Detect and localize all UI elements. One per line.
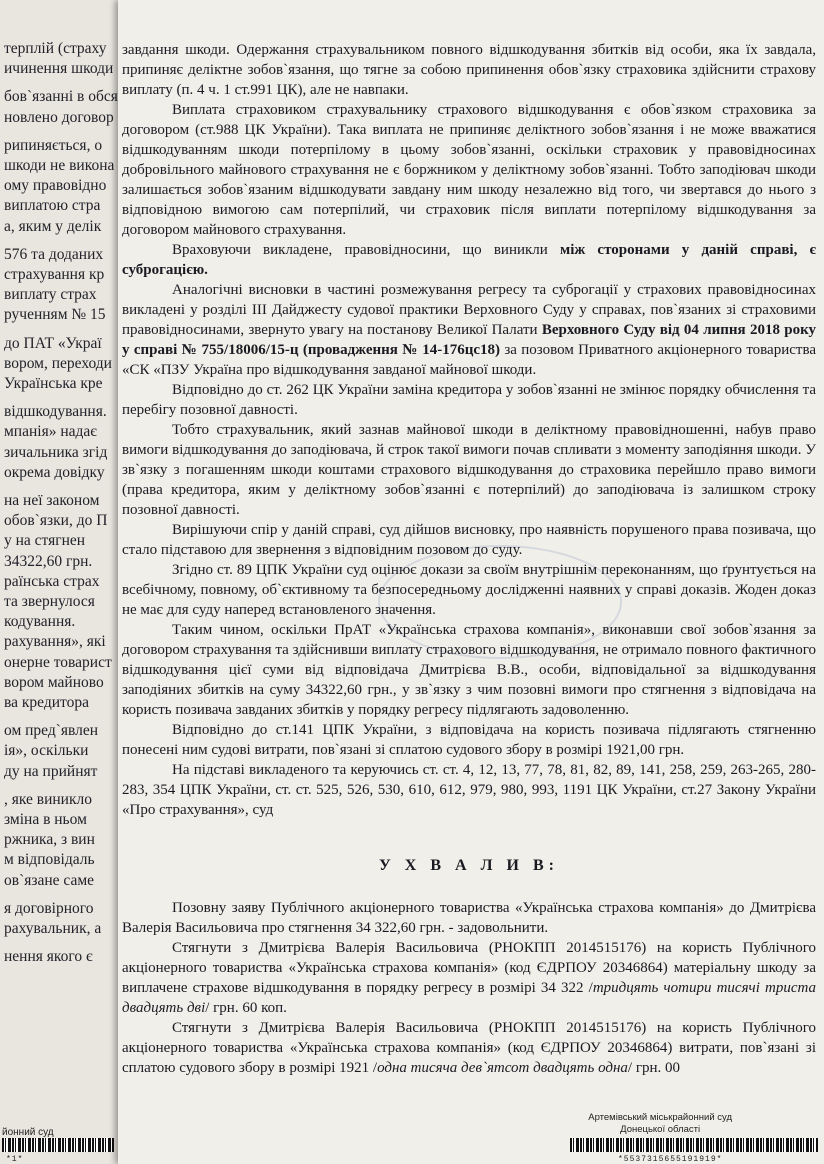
underlying-page-line: виплатою стра [4, 197, 101, 215]
resolution-heading: У Х В А Л И В: [379, 857, 559, 874]
underlying-page-line: 34322,60 грн. [4, 552, 93, 570]
underlying-page-line: вором, переходи [4, 354, 112, 372]
amount-in-words: тридцять чотири тисячі триста двадцять дві [122, 980, 816, 1016]
paragraph [122, 240, 816, 280]
paragraph-text: Стягнути з Дмитрієва Валерія Васильовича (РНОКПП 2014515176) на користь Публічного акціонерного товариства «Українська страхова компанія» (код ЄДРПОУ 20346864) матеріальну шкоду за виплачене страхове відшкодування в порядку регресу в розмірі 34 322 / [122, 940, 816, 996]
underlying-barcode [2, 1138, 114, 1152]
underlying-page-line: Українська кре [4, 375, 103, 392]
court-region: Донецької області [620, 1124, 701, 1135]
underlying-page-line: вором майново [4, 673, 104, 691]
underlying-page-line: ом пред`явлен [4, 722, 99, 740]
underlying-page-line: 576 та доданих [4, 245, 104, 263]
underlying-barcode-caption: *1* [6, 1155, 24, 1164]
underlying-page-line: терплій (страху [4, 40, 107, 57]
barcode [570, 1138, 818, 1152]
resolution-item [122, 1018, 816, 1078]
underlying-page-line: рахувальник, а [4, 920, 102, 937]
paragraph-text: Стягнути з Дмитрієва Валерія Васильовича (РНОКПП 2014515176) на користь Публічного акціонерного товариства «Українська страхова компанія» (код ЄДРПОУ 20346864) витрати, пов`язані зі сплатою судового збору в розмірі 1921 / [122, 1020, 816, 1076]
underlying-page-line: виплату страх [4, 286, 97, 304]
underlying-page-footer: йонний суд [2, 1127, 54, 1138]
underlying-page-line: та звернулося [4, 593, 95, 610]
underlying-page-line: відшкодування. [4, 403, 107, 421]
underlying-page-line: ому правовідно [4, 177, 107, 195]
underlying-page-line: зичальника згід [4, 443, 108, 461]
barcode-caption: *5537315655191919* [618, 1155, 723, 1164]
paragraph-text: / грн. 60 коп. [205, 1000, 287, 1016]
underlying-page-line: ія», оскільки [4, 742, 89, 760]
underlying-page-line: нення якого є [4, 948, 93, 966]
paragraph-text: за позовом Приватного акціонерного товариства «СК «ПЗУ Україна про відшкодування завданої майнової шкоди. [122, 342, 816, 378]
underlying-page-line: новлено договор [4, 108, 114, 126]
amount-in-words: одна тисяча дев`ятсот двадцять одна [377, 1060, 628, 1076]
underlying-page-line: , яке виникло [4, 790, 92, 808]
underlying-page-line: мпанія» надає [4, 423, 97, 441]
underlying-page [0, 0, 130, 1164]
paragraph: Виплата страховиком страхувальнику страхового відшкодування є обов`язком страховика за договором (ст.988 ЦК України). Така виплата не припиняє деліктного зобов`язання і не може вважатися відшкодуванням шкоди потерпілому в цьому зобов`язанні, оскільки страховик у правовідносинах добровільного майнового страхування не є боржником у деліктному зобов`язанні. Тобто заподіювач шкоди залишається зобов`язаним відшкодувати завдану ним шкоду незалежно від того, чи звертався до нього з відповідною вимогою сам потерпілий, чи страховик після виплати потерпілому відшкодування за договором майнового страхування. [122, 102, 816, 238]
paragraph: Відповідно до ст.141 ЦПК України, з відповідача на користь позивача підлягають стягненню понесені ним судові витрати, пов`язані зі сплатою судового збору в розмірі 1921,00 грн. [122, 722, 816, 758]
underlying-page-line: на неї законом [4, 492, 100, 509]
document-body [122, 40, 816, 1078]
underlying-page-line: я договірного [4, 899, 94, 917]
underlying-page-line: страхування кр [4, 266, 105, 283]
underlying-page-line: до ПАТ «Украї [4, 334, 102, 352]
paragraph: Таким чином, оскільки ПрАТ «Українська страхова компанія», виконавши свої зобов`язання за договором страхування та здійснивши виплату страхового відшкодування, не отримало повного фактичного відшкодування цієї суми від відповідача Дмитрієва В.В., особи, відповідальної за відшкодування заподіяних збитків на суму 34322,60 грн., у зв`язку з чим позовні вимоги про стягнення з відповідача на користь позивача завданих збитків у порядку регресу підлягають задоволенню. [122, 622, 816, 718]
paragraph: завдання шкоди. Одержання страхувальником повного відшкодування збитків від особи, яка їх завдала, припиняє деліктне зобов`язання, що тягне за собою припинення обов`язку страховика здійснити страхову виплату (п. 4 ч. 1 ст.991 ЦК), але не навпаки. [122, 42, 816, 98]
underlying-page-line: а, яким у делік [4, 217, 102, 235]
underlying-page-line: кодування. [4, 613, 76, 631]
paragraph: Тобто страхувальник, який зазнав майнової шкоди в деліктному правовідношенні, набув право вимоги відшкодування до заподіювача, й строк такої вимоги почав спливати з моменту заподіяння шкоди. У зв`язку з погашенням шкоди коштами страхового відшкодування до страховика перейшло право вимоги (права кредитора, яким у деліктному зобов`язанні є потерпілий) до заподіювача із залишком строку позовної давності. [122, 422, 816, 518]
underlying-page-line: ржника, з вин [4, 831, 95, 849]
paragraph [122, 280, 816, 380]
paragraph: Вирішуючи спір у даній справі, суд дійшов висновку, про наявність порушеного права позивача, що стало підставою для звернення з відповідним позовом до суду. [122, 522, 816, 558]
underlying-page-line: шкоди не викона [4, 157, 115, 174]
paragraph-text: / грн. 00 [627, 1060, 681, 1076]
underlying-page-line: у на стягнен [4, 532, 86, 550]
underlying-page-line: бов`язанні в обся [4, 88, 118, 106]
underlying-page-line: ва кредитора [4, 694, 89, 711]
paragraph-bold-text: між сторонами у даній справі, є суброгацією. [122, 242, 816, 278]
resolution-item: Позовну заяву Публічного акціонерного товариства «Українська страхова компанія» до Дмитрієва Валерія Васильовича про стягнення 34 322,60 грн. - задовольнити. [122, 900, 816, 936]
underlying-page-line: м відповідаль [4, 851, 95, 869]
underlying-page-line: ичинення шкоди [4, 60, 114, 78]
underlying-page-line: рученням № 15 [4, 306, 106, 324]
paragraph: Згідно ст. 89 ЦПК України суд оцінює докази за своїм внутрішнім переконанням, що ґрунтується на всебічному, повному, об`єктивному та безпосередньому дослідженні наявних у справі доказів. Жоден доказ не має для суду наперед встановленого значення. [122, 562, 816, 618]
underlying-page-line: ов`язане саме [4, 871, 95, 889]
underlying-page-line: рипиняється, о [4, 136, 103, 154]
court-footer [588, 1112, 732, 1136]
underlying-page-line: обов`язки, до П [4, 512, 108, 530]
court-name: Артемівський міськрайонний суд [588, 1112, 732, 1123]
paragraph: На підставі викладеного та керуючись ст. ст. 4, 12, 13, 77, 78, 81, 82, 89, 141, 258, 259, 263-265, 280-283, 354 ЦПК України, ст. ст. 525, 526, 530, 610, 612, 979, 980, 993, 1191 ЦК України, ст.27 Закону України «Про страхування», суд [122, 762, 816, 818]
underlying-page-line: рахування», які [4, 633, 106, 651]
document-page [118, 0, 824, 1164]
underlying-page-line: онерне товарист [4, 653, 112, 671]
underlying-page-line: окрема довідку [4, 463, 105, 481]
paragraph-text: Аналогічні висновки в частині розмежування регресу та суброгації у страхових правовідносинах викладені у розділі ІІІ Дайджесту судової практики Верховного Суду у справах, пов`язаних зі страховими правовідносинами, звернуто увагу на постанову Великої Палати [122, 282, 816, 338]
underlying-page-line: раїнська страх [4, 572, 100, 590]
underlying-page-line: ду на прийнят [4, 762, 98, 780]
paragraph: Відповідно до ст. 262 ЦК України заміна кредитора у зобов`язанні не змінює порядку обчислення та перебігу позовної давності. [122, 382, 816, 418]
underlying-page-line: зміна в ньом [4, 811, 87, 828]
resolution-item [122, 938, 816, 1018]
paragraph-text: Враховуючи викладене, правовідносини, що виникли [172, 242, 560, 258]
paragraph-bold-text: Верховного Суду від 04 липня 2018 року у справі № 755/18006/15-ц (провадження № 14-176цс18) [122, 322, 817, 358]
